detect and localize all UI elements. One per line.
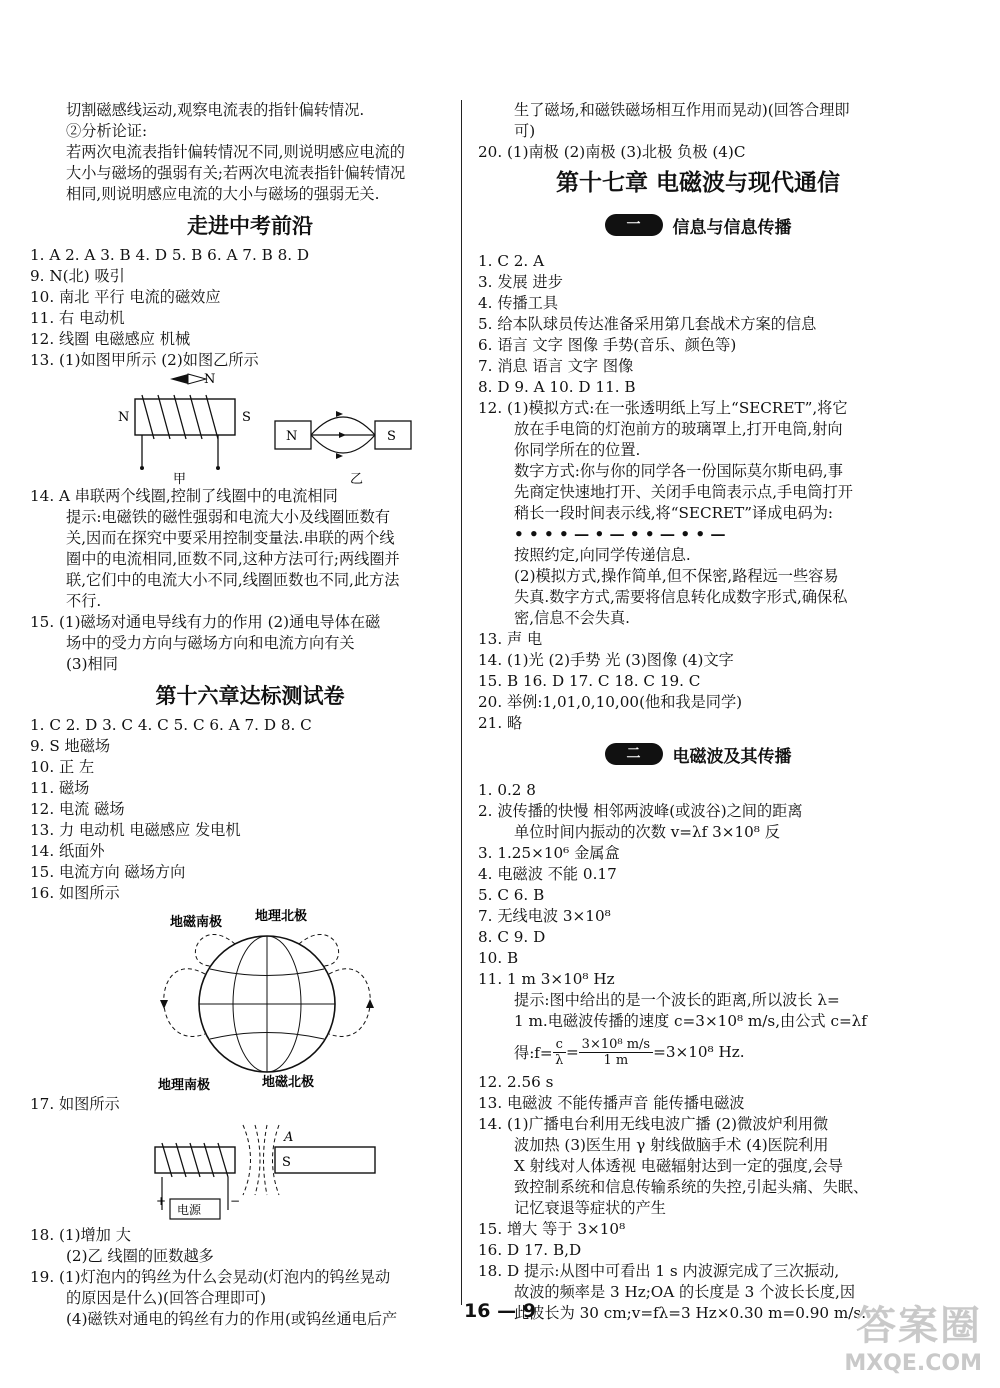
answer-line: 放在手电筒的灯泡前方的玻璃罩上,打开电筒,射向 bbox=[514, 420, 843, 438]
answer-line: 13. (1)如图甲所示 (2)如图乙所示 bbox=[30, 351, 259, 369]
right-column bbox=[478, 100, 918, 1324]
answer-line: 稍长一段时间表示线,将“SECRET”译成电码为: bbox=[514, 504, 834, 522]
page-number: 16 — 9 bbox=[464, 1300, 536, 1322]
answer-line: 7. 消息 语言 文字 图像 bbox=[478, 357, 634, 375]
formula-result: =3×10⁸ Hz. bbox=[653, 1043, 745, 1061]
answer-line: 2. 波传播的快慢 相邻两波峰(或波谷)之间的距离 bbox=[478, 802, 803, 820]
answer-line: 提示:图中给出的是一个波长的距离,所以波长 λ= bbox=[514, 991, 840, 1009]
fraction-denominator: λ bbox=[555, 1052, 564, 1068]
solenoid-core bbox=[135, 399, 235, 435]
answer-line: 10. B bbox=[478, 949, 519, 967]
answer-line: 8. C 9. D bbox=[478, 928, 546, 946]
answer-line: 14. (1)光 (2)手势 光 (3)图像 (4)文字 bbox=[478, 651, 734, 669]
answer-line: 11. 1 m 3×10⁸ Hz bbox=[478, 970, 615, 988]
lesson-heading-2 bbox=[478, 738, 918, 770]
answer-line: 致控制系统和信息传输系统的失控,引起头痛、失眠、 bbox=[514, 1178, 869, 1196]
answer-line: X 射线对人体透视 电磁辐射达到一定的强度,会导 bbox=[514, 1157, 844, 1175]
answer-line: 21. 略 bbox=[478, 714, 523, 732]
answer-line: 14. (1)广播电台利用无线电波广播 (2)微波炉利用微 bbox=[478, 1115, 829, 1133]
fraction-numerator: c bbox=[553, 1037, 566, 1053]
answer-line: 3. 1.25×10⁶ 金属盒 bbox=[478, 844, 620, 862]
answer-line: 10. 南北 平行 电流的磁效应 bbox=[30, 288, 221, 306]
fraction-c-over-lambda bbox=[553, 1037, 566, 1068]
answer-line: 18. (1)增加 大 bbox=[30, 1226, 131, 1244]
fraction-numerator: 3×10⁸ m/s bbox=[579, 1037, 653, 1053]
caption-jia: 甲 bbox=[173, 472, 187, 486]
answer-line: 13. 电磁波 不能传播声音 能传播电磁波 bbox=[478, 1094, 745, 1112]
label-n-top: N bbox=[204, 372, 216, 387]
lesson-number-badge: 一 bbox=[605, 214, 663, 236]
answer-line: 不行. bbox=[66, 592, 102, 610]
answer-line: 数字方式:你与你的同学各一份国际莫尔斯电码,事 bbox=[514, 462, 843, 480]
answer-line: 3. 发展 进步 bbox=[478, 273, 563, 291]
answer-line: 4. 传播工具 bbox=[478, 294, 559, 312]
answer-line: 5. C 6. B bbox=[478, 886, 545, 904]
label-s: S bbox=[242, 410, 251, 425]
field-line bbox=[243, 1125, 279, 1195]
answer-line: 17. 如图所示 bbox=[30, 1095, 120, 1113]
answer-line: 单位时间内振动的次数 v=λf 3×10⁸ 反 bbox=[514, 823, 780, 841]
figure-13 bbox=[30, 371, 470, 486]
answer-line: 1. 0.2 8 bbox=[478, 781, 536, 799]
answer-line: 11. 磁场 bbox=[30, 779, 90, 797]
answer-line: 波加热 (3)医生用 γ 射线做脑手术 (4)医院利用 bbox=[514, 1136, 829, 1154]
minus-sign: − bbox=[230, 1194, 241, 1208]
plus-sign: + bbox=[156, 1194, 167, 1208]
answer-line: 15. 增大 等于 3×10⁸ bbox=[478, 1220, 626, 1238]
answer-line: 9. S 地磁场 bbox=[30, 737, 111, 755]
answer-line: 1. C 2. A bbox=[478, 252, 545, 270]
electromagnet-diagram bbox=[30, 1115, 470, 1225]
lesson-number-badge: 二 bbox=[605, 743, 663, 765]
answer-line: 1 m.电磁波传播的速度 c=3×10⁸ m/s,由公式 c=λf bbox=[514, 1012, 867, 1030]
text-line: 可) bbox=[514, 122, 536, 140]
answer-line: 1. A 2. A 3. B 4. D 5. B 6. A 7. B 8. D bbox=[30, 246, 310, 264]
answer-line: 失真.数字方式,需要将信息转化成数字形式,确保私 bbox=[514, 588, 848, 606]
label-s: S bbox=[282, 1155, 291, 1170]
answer-line: 16. D 17. B,D bbox=[478, 1241, 582, 1259]
answer-line: 故波的频率是 3 Hz;OA 的长度是 3 个波长长度,因 bbox=[514, 1283, 856, 1301]
label-geomagnetic-south: 地磁南极 bbox=[170, 915, 223, 930]
section-title-zhongkao: 走进中考前沿 bbox=[187, 214, 313, 238]
formula-prefix: 得:f= bbox=[514, 1043, 553, 1062]
figure-13-diagram bbox=[30, 371, 470, 486]
answer-line: 密,信息不会失真. bbox=[514, 609, 630, 627]
answer-line: 你同学所在的位置. bbox=[514, 441, 641, 459]
left-column bbox=[30, 100, 470, 1330]
answer-line: 12. 线圈 电磁感应 机械 bbox=[30, 330, 191, 348]
field-line bbox=[311, 417, 375, 435]
fraction-denominator: 1 m bbox=[603, 1052, 629, 1068]
label-n2: N bbox=[286, 429, 298, 444]
answer-line: 18. D 提示:从图中可看出 1 s 内波源完成了三次振动, bbox=[478, 1262, 840, 1280]
answer-line: 6. 语言 文字 图像 手势(音乐、颜色等) bbox=[478, 336, 737, 354]
text-line: 切割磁感线运动,观察电流表的指针偏转情况. bbox=[66, 101, 365, 119]
label-s2: S bbox=[387, 429, 396, 444]
answer-line: 按照约定,向同学传递信息. bbox=[514, 546, 691, 564]
watermark-url: MXQE.COM bbox=[844, 1351, 982, 1376]
text-line: 若两次电流表指针偏转情况不同,则说明感应电流的 bbox=[66, 143, 405, 161]
answer-line: 15. (1)磁场对通电导线有力的作用 (2)通电导体在磁 bbox=[30, 613, 381, 631]
text-line: 相同,则说明感应电流的大小与磁场的强弱无关. bbox=[66, 185, 380, 203]
answer-line: 12. 2.56 s bbox=[478, 1073, 554, 1091]
answer-line: 14. A 串联两个线圈,控制了线圈中的电流相同 bbox=[30, 487, 338, 505]
fraction-values bbox=[579, 1037, 653, 1068]
figure-16 bbox=[30, 904, 470, 1094]
answer-line: 15. B 16. D 17. C 18. C 19. C bbox=[478, 672, 701, 690]
lesson-heading-1 bbox=[478, 209, 918, 241]
coil-windings bbox=[142, 395, 218, 439]
answer-line: 8. D 9. A 10. D 11. B bbox=[478, 378, 636, 396]
frequency-formula bbox=[478, 1032, 918, 1072]
text-line: 生了磁场,和磁铁磁场相互作用而晃动)(回答合理即 bbox=[514, 101, 850, 119]
chapter-title: 第十七章 电磁波与现代通信 bbox=[555, 170, 840, 196]
answer-line: 20. (1)南极 (2)南极 (3)北极 负极 (4)C bbox=[478, 143, 746, 161]
answer-line: 的原因是什么)(回答合理即可) bbox=[66, 1289, 267, 1307]
lesson-title: 信息与信息传播 bbox=[672, 217, 792, 238]
answer-line: 9. N(北) 吸引 bbox=[30, 267, 125, 285]
answer-line: 16. 如图所示 bbox=[30, 884, 120, 902]
text-line: 大小与磁场的强弱有关;若两次电流表指针偏转情况 bbox=[66, 164, 406, 182]
answer-line: 1. C 2. D 3. C 4. C 5. C 6. A 7. D 8. C bbox=[30, 716, 312, 734]
caption-yi: 乙 bbox=[350, 472, 364, 486]
answer-line: 12. (1)模拟方式:在一张透明纸上写上“SECRET”,将它 bbox=[478, 399, 848, 417]
watermark-logo bbox=[844, 1294, 982, 1376]
label-a: A bbox=[284, 1130, 294, 1145]
answer-line: (3)相同 bbox=[66, 655, 118, 673]
answer-line: 15. 电流方向 磁场方向 bbox=[30, 863, 186, 881]
answer-line: 提示:电磁铁的磁性强弱和电流大小及线圈匝数有 bbox=[66, 508, 391, 526]
answer-line: 20. 举例:1,01,0,10,00(他和我是同学) bbox=[478, 693, 743, 711]
answer-line: 13. 声 电 bbox=[478, 630, 543, 648]
label-n: N bbox=[118, 410, 130, 425]
lesson-title: 电磁波及其传播 bbox=[672, 746, 792, 767]
answer-line: 记忆衰退等症状的产生 bbox=[514, 1199, 666, 1217]
morse-code-line: • • • • — • — • • — • • — bbox=[514, 525, 726, 543]
answer-line: 此波长为 30 cm;v=fλ=3 Hz×0.30 m=0.90 m/s. bbox=[514, 1304, 867, 1322]
text-line: ②分析论证: bbox=[66, 122, 148, 140]
formula-equals: = bbox=[565, 1043, 579, 1061]
answer-line: 4. 电磁波 不能 0.17 bbox=[478, 865, 617, 883]
answer-line: 13. 力 电动机 电磁感应 发电机 bbox=[30, 821, 241, 839]
section-title-test: 第十六章达标测试卷 bbox=[155, 684, 345, 708]
answer-line: (4)磁铁对通电的钨丝有力的作用(或钨丝通电后产 bbox=[66, 1310, 398, 1328]
answer-line: 12. 电流 磁场 bbox=[30, 800, 125, 818]
answer-line: 7. 无线电波 3×10⁸ bbox=[478, 907, 611, 925]
label-geographic-south: 地理南极 bbox=[158, 1078, 211, 1093]
watermark-text: 答案圈 bbox=[856, 1303, 982, 1349]
answer-line: 14. 纸面外 bbox=[30, 842, 105, 860]
figure-17 bbox=[30, 1115, 470, 1225]
answer-line: 11. 右 电动机 bbox=[30, 309, 125, 327]
answer-line: 10. 正 左 bbox=[30, 758, 95, 776]
answer-line: 19. (1)灯泡内的钨丝为什么会晃动(灯泡内的钨丝晃动 bbox=[30, 1268, 391, 1286]
earth-magnetic-field-diagram bbox=[30, 904, 470, 1094]
answer-line: (2)乙 线圈的匝数越多 bbox=[66, 1247, 214, 1265]
answer-line: (2)模拟方式,操作简单,但不保密,路程远一些容易 bbox=[514, 567, 839, 585]
label-geographic-north: 地理北极 bbox=[255, 909, 308, 924]
compass-needle-icon bbox=[170, 374, 188, 384]
answer-line: 5. 给本队球员传达准备采用第几套战术方案的信息 bbox=[478, 315, 817, 333]
power-label: 电源 bbox=[177, 1203, 202, 1217]
answer-line: 联,它们中的电流大小不同,线圈匝数也不同,此方法 bbox=[66, 571, 400, 589]
answer-line: 关,因而在探究中要采用控制变量法.串联的两个线 bbox=[66, 529, 395, 547]
answer-line: 先商定快速地打开、关闭手电筒表示点,手电筒打开 bbox=[514, 483, 853, 501]
answer-line: 场中的受力方向与磁场方向和电流方向有关 bbox=[66, 634, 355, 652]
label-geomagnetic-north: 地磁北极 bbox=[262, 1075, 315, 1090]
answer-line: 圈中的电流相同,匝数不同,这种方法可行;两线圈并 bbox=[66, 550, 400, 568]
